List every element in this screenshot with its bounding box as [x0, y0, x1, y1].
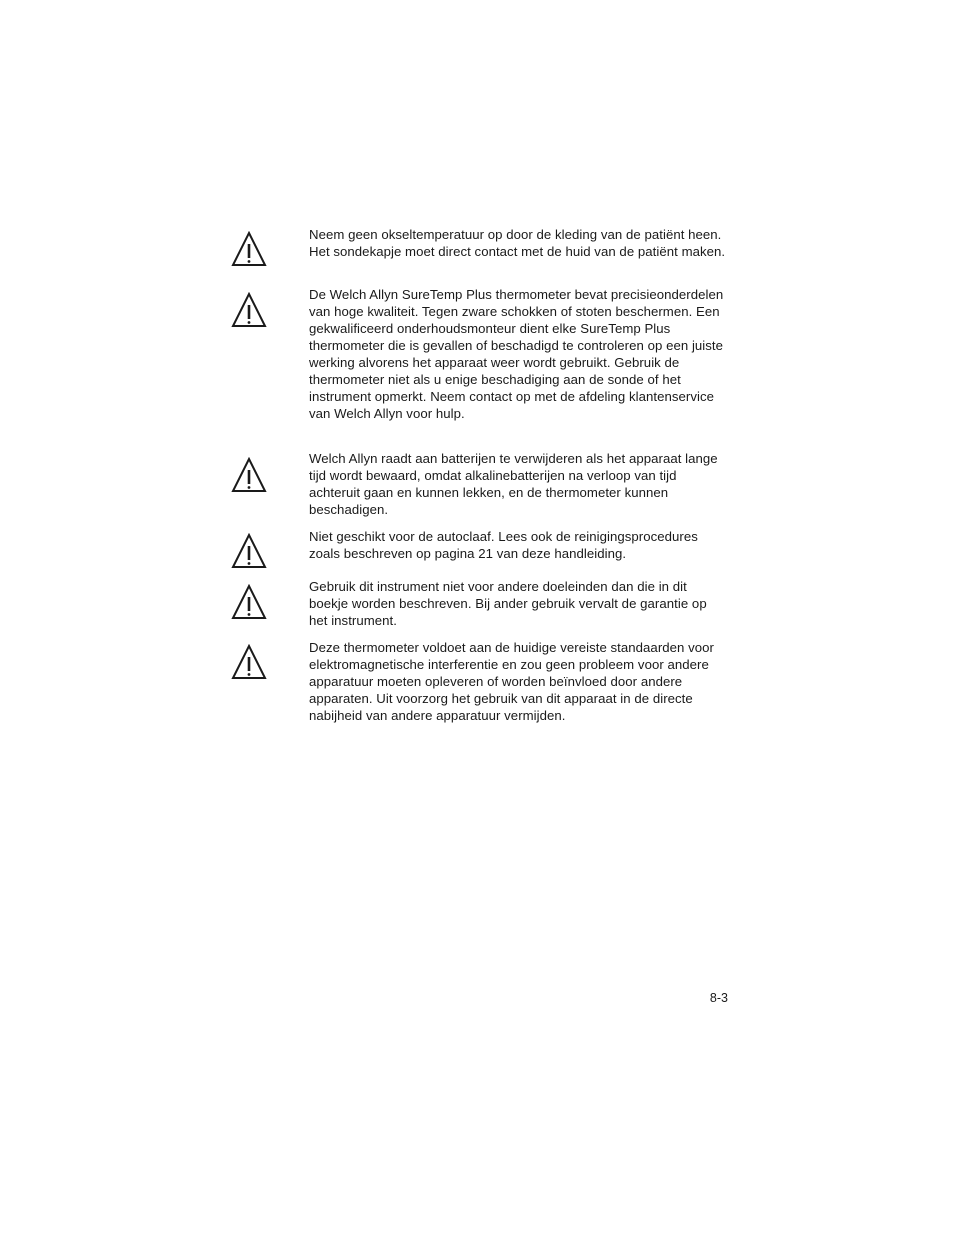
- page-number: 8-3: [709, 991, 728, 1005]
- warning-triangle-icon: [231, 292, 267, 328]
- warning-triangle-icon: [231, 533, 267, 569]
- warning-text: Niet geschikt voor de autoclaaf. Lees ook de reinigingsprocedures zoals beschreven op pagina 21 van deze handleiding.: [309, 529, 698, 561]
- warning-triangle-icon: [231, 457, 267, 493]
- warning-text: Neem geen okseltemperatuur op door de kleding van de patiënt heen. Het sondekapje moet direct contact met de huid van de patiënt maken.: [309, 227, 726, 259]
- warning-triangle-icon: [231, 644, 267, 680]
- warning-triangle-icon: [231, 231, 267, 267]
- warning-text: Gebruik dit instrument niet voor andere doeleinden dan die in dit boekje worden beschreven. Bij ander gebruik vervalt de garantie op het instrument.: [309, 579, 707, 628]
- warning-triangle-icon: [231, 584, 267, 620]
- warning-text: Deze thermometer voldoet aan de huidige vereiste standaarden voor elektromagnetische interferentie en zou geen probleem voor andere apparatuur moeten opleveren of worden beïnvloed door andere apparaten. Uit voorzorg het gebruik van dit apparaat in de directe nabijheid van andere apparatuur vermijden.: [309, 640, 714, 723]
- warning-text: Welch Allyn raadt aan batterijen te verwijderen als het apparaat lange tijd wordt bewaard, omdat alkalinebatterijen na verloop van tijd achteruit gaan en kunnen lekken, en de thermometer kunnen beschadigen.: [309, 451, 718, 517]
- warning-text: De Welch Allyn SureTemp Plus thermometer bevat precisieonderdelen van hoge kwaliteit. Tegen zware schokken of stoten beschermen. Een gekwalificeerd onderhoudsmonteur dient elke SureTemp Plus thermometer die is gevallen of beschadigd te controleren op een juiste werking alvorens het apparaat weer wordt gebruikt. Gebruik de thermometer niet als u enige beschadiging aan de sonde of het instrument opmerkt. Neem contact op met de afdeling klantenservice van Welch Allyn voor hulp.: [309, 287, 724, 421]
